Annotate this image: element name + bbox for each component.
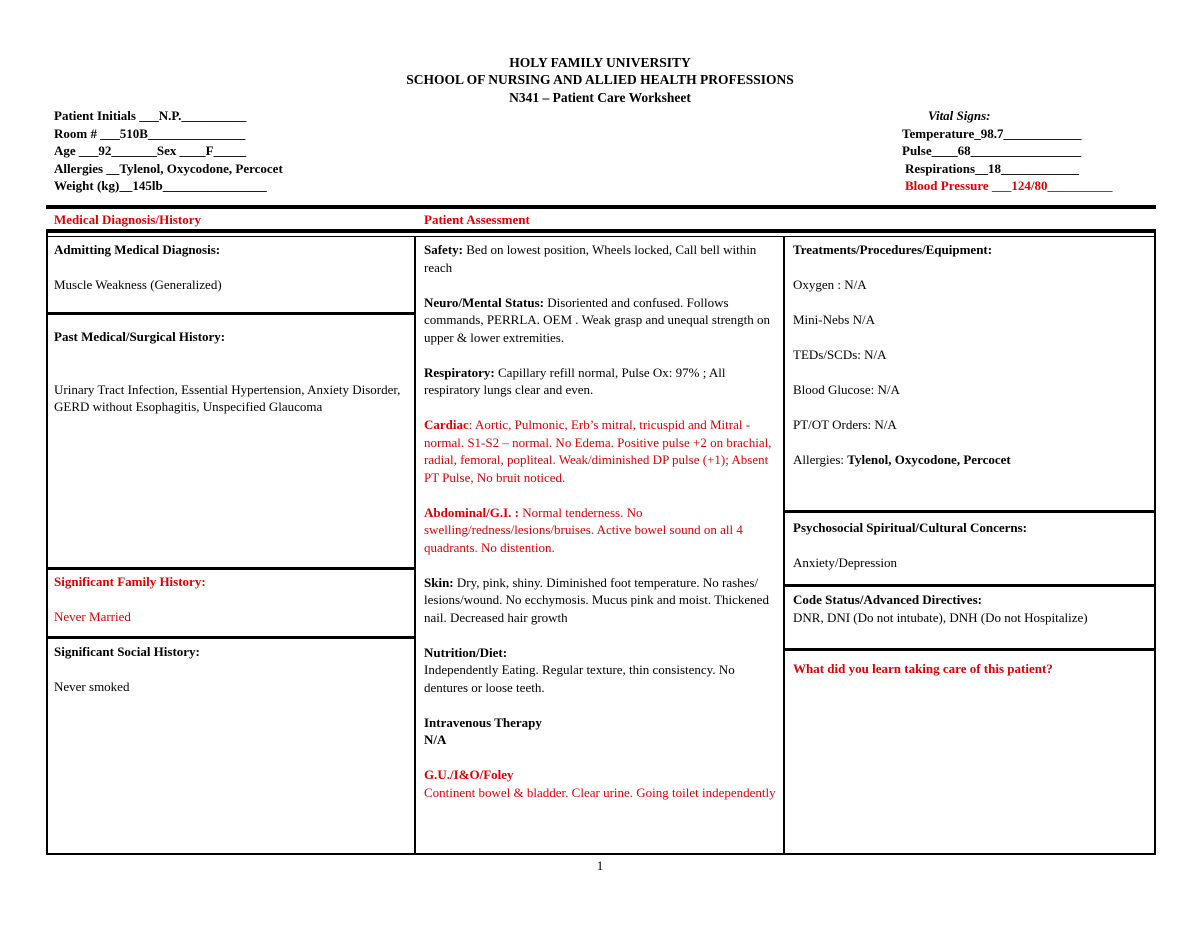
glucose-item: Blood Glucose: N/A [793, 382, 900, 397]
social-history-title: Significant Social History: [54, 644, 200, 659]
table-left-border [46, 229, 48, 855]
teds-item: TEDs/SCDs: N/A [793, 347, 887, 362]
patient-initials: Patient Initials ___N.P.__________ [54, 108, 247, 123]
social-history-cell [54, 643, 409, 696]
safety-text: Bed on lowest position, Wheels locked, Call bell within reach [424, 242, 757, 275]
university-title: HOLY FAMILY UNIVERSITY [509, 55, 691, 70]
psychosocial-value: Anxiety/Depression [793, 555, 897, 570]
skin-label: Skin: [424, 574, 454, 590]
safety-section [424, 241, 776, 276]
table-right-border [1154, 229, 1156, 855]
treatments-title: Treatments/Procedures/Equipment: [793, 242, 993, 257]
iv-text: N/A [424, 732, 447, 747]
respiratory-text: Capillary refill normal, Pulse Ox: 97% ; All respiratory lungs clear and even. [424, 364, 726, 397]
section-header-diagnosis: Medical Diagnosis/History [54, 212, 201, 227]
oxygen-item: Oxygen : N/A [793, 277, 867, 292]
code-status-title: Code Status/Advanced Directives: [793, 592, 982, 607]
mininebs-item: Mini-Nebs N/A [793, 312, 875, 327]
left-divider-2 [48, 567, 415, 570]
code-status-cell [793, 591, 1149, 626]
nutrition-label: Nutrition/Diet: [424, 644, 508, 660]
patient-allergies: Allergies __Tylenol, Oxycodone, Percocet [54, 160, 283, 176]
admitting-diagnosis-value: Muscle Weakness (Generalized) [54, 277, 222, 292]
patient-weight: Weight (kg)__145lb________________ [54, 178, 267, 193]
top-rule [46, 205, 1156, 209]
vitals-heading: Vital Signs: [928, 108, 991, 123]
skin-text: Dry, pink, shiny. Diminished foot temperature. No rashes/ lesions/wound. No ecchymosis. Mucus pink and moist. Thickened nail. Decreased hair growth [424, 574, 769, 625]
code-status-value: DNR, DNI (Do not intubate), DNH (Do not Hospitalize) [793, 609, 1088, 625]
family-history-title: Significant Family History: [54, 574, 206, 589]
abdominal-section [424, 504, 776, 557]
table-top-rule [46, 229, 1156, 233]
cardiac-text: : Aortic, Pulmonic, Erb’s mitral, tricuspid and Mitral -normal. S1-S2 – normal. No Edema. Positive pulse +2 on brachial, radial, femoral, popliteal. Weak/diminished DP pulse (+1); Absent PT Pulse, No bruit noticed. [424, 417, 772, 485]
patient-info [54, 107, 283, 195]
family-history-cell [54, 573, 409, 626]
right-divider-1 [784, 510, 1154, 513]
gu-label: G.U./I&O/Foley [424, 767, 514, 782]
safety-label: Safety: [424, 242, 463, 257]
abdominal-text: Normal tenderness. No swelling/redness/lesions/bruises. Active bowel sound on all 4 quadrants. No distention. [424, 504, 743, 555]
table-top-thin-rule [46, 236, 1156, 237]
vital-temperature: Temperature_98.7____________ [902, 125, 1082, 141]
past-history-value: Urinary Tract Infection, Essential Hypertension, Anxiety Disorder, GERD without Esophagitis, Unspecified Glaucoma [54, 381, 401, 414]
neuro-text: Disoriented and confused. Follows commands, PERRLA. OEM . Weak grasp and unequal strength on upper & lower extremities. [424, 294, 771, 345]
cardiac-section [424, 416, 776, 486]
allergies-item [793, 451, 1149, 469]
vital-blood-pressure: Blood Pressure ___124/80__________ [905, 178, 1113, 193]
respiratory-label: Respiratory: [424, 364, 495, 380]
patient-age-sex: Age ___92_______Sex ____F_____ [54, 143, 247, 158]
column-divider-left [414, 237, 416, 853]
psychosocial-cell [793, 519, 1149, 572]
vital-signs [902, 107, 1113, 195]
respiratory-section [424, 364, 776, 399]
page-number: 1 [596, 858, 604, 873]
social-history-value: Never smoked [54, 679, 130, 694]
vital-pulse: Pulse____68_________________ [902, 143, 1082, 158]
ptot-item: PT/OT Orders: N/A [793, 417, 897, 432]
psychosocial-title: Psychosocial Spiritual/Cultural Concerns: [793, 520, 1028, 535]
nutrition-text: Independently Eating. Regular texture, thin consistency. No dentures or loose teeth. [424, 662, 735, 695]
left-divider-1 [48, 312, 415, 315]
assessment-cell [424, 241, 776, 801]
admitting-diagnosis-title: Admitting Medical Diagnosis: [54, 242, 221, 257]
gu-text: Continent bowel & bladder. Clear urine. Going toilet independently [424, 784, 776, 800]
iv-label: Intravenous Therapy [424, 714, 542, 730]
admitting-diagnosis-cell [54, 241, 409, 294]
past-history-title: Past Medical/Surgical History: [54, 329, 226, 344]
section-header-assessment: Patient Assessment [424, 212, 530, 227]
allergies-item-label: Allergies: [793, 452, 848, 467]
past-history-cell [54, 328, 409, 416]
school-title: SCHOOL OF NURSING AND ALLIED HEALTH PROFESSIONS [406, 72, 794, 87]
right-divider-2 [784, 584, 1154, 587]
patient-room: Room # ___510B_______________ [54, 125, 246, 141]
learning-title: What did you learn taking care of this patient? [793, 661, 1053, 676]
column-divider-right [783, 237, 785, 853]
vital-respirations: Respirations__18____________ [905, 160, 1080, 176]
left-divider-3 [48, 636, 415, 639]
neuro-section [424, 294, 776, 347]
abdominal-label: Abdominal/G.I. : [424, 504, 519, 520]
cardiac-label: Cardiac [424, 417, 469, 432]
table-bottom-rule [46, 853, 1156, 855]
neuro-label: Neuro/Mental Status: [424, 294, 545, 310]
allergies-item-value: Tylenol, Oxycodone, Percocet [847, 452, 1011, 467]
right-divider-3 [784, 648, 1154, 651]
treatments-cell [793, 241, 1149, 469]
family-history-value: Never Married [54, 609, 131, 624]
skin-section [424, 574, 776, 627]
worksheet-title: N341 – Patient Care Worksheet [509, 90, 691, 105]
learning-cell [793, 660, 1149, 678]
